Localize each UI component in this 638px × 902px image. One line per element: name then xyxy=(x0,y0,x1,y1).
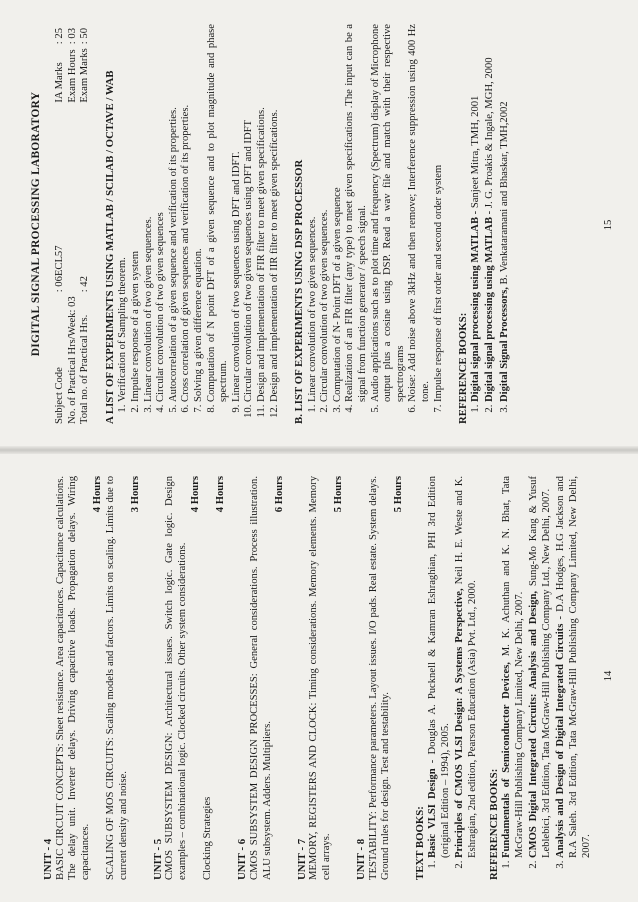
experiment-item: 9. Linear convolution of two sequences using DFT and IDFT. xyxy=(231,24,244,402)
experiment-item: 3. Linear convolution of two given sequences. xyxy=(143,24,156,402)
info-value: : 25 xyxy=(54,28,65,45)
unit-6-heading: UNIT - 6 xyxy=(236,838,249,880)
info-label: No. of Practical Hrs/Week: 03 xyxy=(66,296,78,424)
unit-8-heading: UNIT - 8 xyxy=(355,838,368,880)
info-label: Subject Code xyxy=(54,367,65,424)
reference-books-list-right xyxy=(470,24,512,424)
info-value: : 42 xyxy=(79,276,91,293)
section-b-heading: B. LIST OF EXPERIMENTS USING DSP PROCESSOR xyxy=(293,159,306,424)
book-title: Principles of CMOS VLSI Design: A Systems Perspective, xyxy=(454,588,466,858)
book-details: - Sanjeet Mitra, TMH, 2001 xyxy=(469,95,481,217)
text-books-list xyxy=(427,476,479,880)
experiment-item: 2. Impulse response of a given system xyxy=(130,24,143,402)
hours-label: 5 Hours xyxy=(333,476,345,513)
text-books-heading: TEXT BOOKS: xyxy=(414,806,427,880)
book-item xyxy=(501,476,526,858)
info-value: : 06ECL57 xyxy=(54,245,65,293)
info-row xyxy=(67,24,80,103)
book-details: B. Venkataramani and Bhaskar, TMH,2002 xyxy=(499,101,510,288)
hours-label: 4 Hours xyxy=(189,476,201,513)
section-b-list xyxy=(307,24,446,424)
experiment-item: 3. Computation of N- Point DFT of a given sequence xyxy=(332,24,345,402)
book-details: Neil H. E. Weste and K. Eshragian, 2nd edition, Pearson Education (Asia) Pvt. Ltd., 2000. xyxy=(454,476,478,858)
book-details: - J. G. Proakis & Ingale, MGH, 2000 xyxy=(484,57,496,217)
experiment-item: 5. Audio applications such as to plot time and frequency (Spectrum) display of Microphone output plus a cosine using DSP. Read a wav file and match with their respective spectrograms xyxy=(370,24,408,402)
info-label: Exam Marks xyxy=(79,48,91,103)
experiment-item: 4. Realization of an FIR filter (any type) to meet given specifications .The input can be a signal from function generator / speech signal. xyxy=(344,24,369,402)
section-a-heading: A LIST OF EXPERIMENTS USING MATLAB / SCILAB / OCTAVE / WAB xyxy=(103,70,116,424)
experiment-item: 1. Linear convolution of two given sequences. xyxy=(307,24,320,402)
experiment-item: 4. Circular convolution of two given sequences xyxy=(155,24,168,402)
left-page xyxy=(0,450,638,902)
hours-row xyxy=(190,476,203,880)
hours-row xyxy=(393,476,406,880)
hours-row xyxy=(92,476,105,880)
experiment-item: 1. Verification of Sampling theorem. xyxy=(117,24,130,402)
info-value xyxy=(67,241,80,292)
hours-label: 4 Hours xyxy=(92,476,104,513)
paragraph-text: BASIC CIRCUIT CONCEPTS: Sheet resistance. Area capacitances. Capacitance calculations. The delay unit. Inverter delays. Driving capacitive loads. Propagation delays. Wiring capacitances. xyxy=(54,476,91,880)
paragraph-text: MEMORY, REGISTERS AND CLOCK: Timing considerations. Memory elements. Memory cell arrays. xyxy=(308,476,332,880)
unit-8-paragraph xyxy=(368,476,393,880)
book-details: Sung-Mo Kang & Yusuf Leblebici, 3rd Edition, Tata McGraw-Hill Publishing Company Ltd., New Delhi, 2007. xyxy=(528,476,552,858)
info-row xyxy=(79,241,92,424)
book-item xyxy=(484,24,497,402)
hours-row xyxy=(215,476,228,880)
book-title: Digital Signal Processors, xyxy=(499,287,510,402)
experiment-item: 5. Autocorrelation of a given sequence and verification of its properties. xyxy=(168,24,181,402)
unit-4-paragraph xyxy=(105,476,130,880)
book-item xyxy=(555,476,593,858)
units-container xyxy=(42,476,405,880)
right-page xyxy=(0,0,638,450)
info-label: IA Marks xyxy=(54,62,65,103)
unit-6-paragraph xyxy=(249,476,274,880)
experiment-item: 7. Impulse response of first order and second order system xyxy=(433,24,446,402)
unit-4-paragraph xyxy=(55,476,93,880)
hours-label: 5 Hours xyxy=(392,476,404,513)
paragraph-text: Clocking Strategies xyxy=(202,796,214,880)
book-title: Fundamentals of Semiconductor Devices, xyxy=(501,662,512,858)
book-details: - D.A Hodges, H.G Jackson and R.A Saleh. 3rd Edition, Tata McGraw-Hill Publishing Company Limited, New Delhi, 2007. xyxy=(555,476,592,858)
info-value: : 50 xyxy=(79,28,91,45)
experiment-item: 11. Design and implementation of FIR filter to meet given specifications. xyxy=(256,24,269,402)
info-row xyxy=(54,24,67,103)
paragraph-text: CMOS SUBSYSTEM DESIGN PROCESSES: General considerations. Process illustration. ALU subsystem. Adders. Multipliers. xyxy=(248,476,273,880)
unit-7-paragraph xyxy=(308,476,333,880)
info-label: Total no. of Practical Hrs. xyxy=(79,314,91,424)
subject-info-right xyxy=(54,24,92,103)
info-value: : 03 xyxy=(66,28,78,45)
reference-books-heading-right: REFERENCE BOOKS: xyxy=(457,312,470,424)
hours-label: 6 Hours xyxy=(274,476,286,513)
book-details: M. K. Achuthan and K. N. Bhat, Tata McGraw-Hill Publishing Company Limited, New Delhi, 2007. xyxy=(501,476,525,858)
book-title: Basic VLSI Design xyxy=(427,768,439,858)
reference-books-heading: REFERENCE BOOKS: xyxy=(488,768,501,880)
experiment-item: 8. Computation of N point DFT of a given sequence and to plot magnitude and phase spectrum. xyxy=(206,24,231,402)
experiment-item: 7. Solving a given difference equation. xyxy=(193,24,206,402)
unit-5-heading: UNIT - 5 xyxy=(151,838,164,880)
info-row xyxy=(67,241,80,424)
page-number: 14 xyxy=(603,670,614,682)
page-number-right: 15 xyxy=(603,219,614,231)
info-row xyxy=(79,24,92,103)
experiment-item: 12. Design and implementation of IIR filter to meet given specifications. xyxy=(269,24,282,402)
subject-info-left xyxy=(54,241,92,424)
hours-row xyxy=(274,476,287,880)
book-details: - Douglas A. Pucknell & Kamran Eshraghian, PHI 3rd Edition (original Edition – 1994), 2005. xyxy=(427,475,451,858)
experiment-item: 2. Circular convolution of two given sequences. xyxy=(319,24,332,402)
book-title: Digital signal processing using MATLAB xyxy=(469,216,481,402)
experiment-item: 6. Cross correlation of given sequences and verification of its properties. xyxy=(180,24,193,402)
section-a-list xyxy=(117,24,281,424)
book-title: Digital signal processing using MATLAB xyxy=(484,216,496,402)
lab-title: DIGITAL SIGNAL PROCESSING LABORATORY xyxy=(30,91,42,357)
book-item xyxy=(454,476,479,858)
paragraph-text: CMOS SUBSYSTEM DESIGN: Architectural issues. Switch logic. Gate logic. Design examples – combinational logic. Clocked circuits. Other system considerations. xyxy=(164,476,188,880)
hours-label: 3 Hours xyxy=(130,476,142,513)
hours-row xyxy=(333,476,346,880)
paragraph-text: SCALING OF MOS CIRCUITS: Scaling models and factors. Limits on scaling. Limits due to current density and noise. xyxy=(104,476,129,880)
book-title: CMOS Digital Integrated Circuits: Analysis and Design, xyxy=(528,590,540,858)
info-row xyxy=(54,241,67,424)
book-item xyxy=(528,476,553,858)
unit-5-paragraph xyxy=(164,476,189,880)
book-title: Analysis and Design of Digital Integrated Circuits xyxy=(555,623,567,858)
unit-7-heading: UNIT - 7 xyxy=(295,838,308,880)
hours-label: 4 Hours xyxy=(214,476,226,513)
hours-row xyxy=(130,476,143,880)
book-item xyxy=(470,24,483,402)
subject-info xyxy=(54,24,92,424)
info-label: Exam Hours xyxy=(66,49,78,103)
book-item xyxy=(499,24,512,402)
reference-books-list xyxy=(501,476,593,880)
paragraph-text: TESTABILITY: Performance parameters. Layout issues. I/O pads. Real estate. System delays. Ground rules for design. Test and testability. xyxy=(367,476,392,880)
experiment-item: 10. Circular convolution of two given sequences using DFT and IDFT xyxy=(243,24,256,402)
experiment-item: 6. Noise: Add noise above 3kHz and then remove; Interference suppression using 400 Hz tone. xyxy=(407,24,432,402)
unit-5-paragraph xyxy=(202,476,215,880)
book-item xyxy=(427,476,452,858)
unit-4-heading: UNIT - 4 xyxy=(42,838,54,880)
